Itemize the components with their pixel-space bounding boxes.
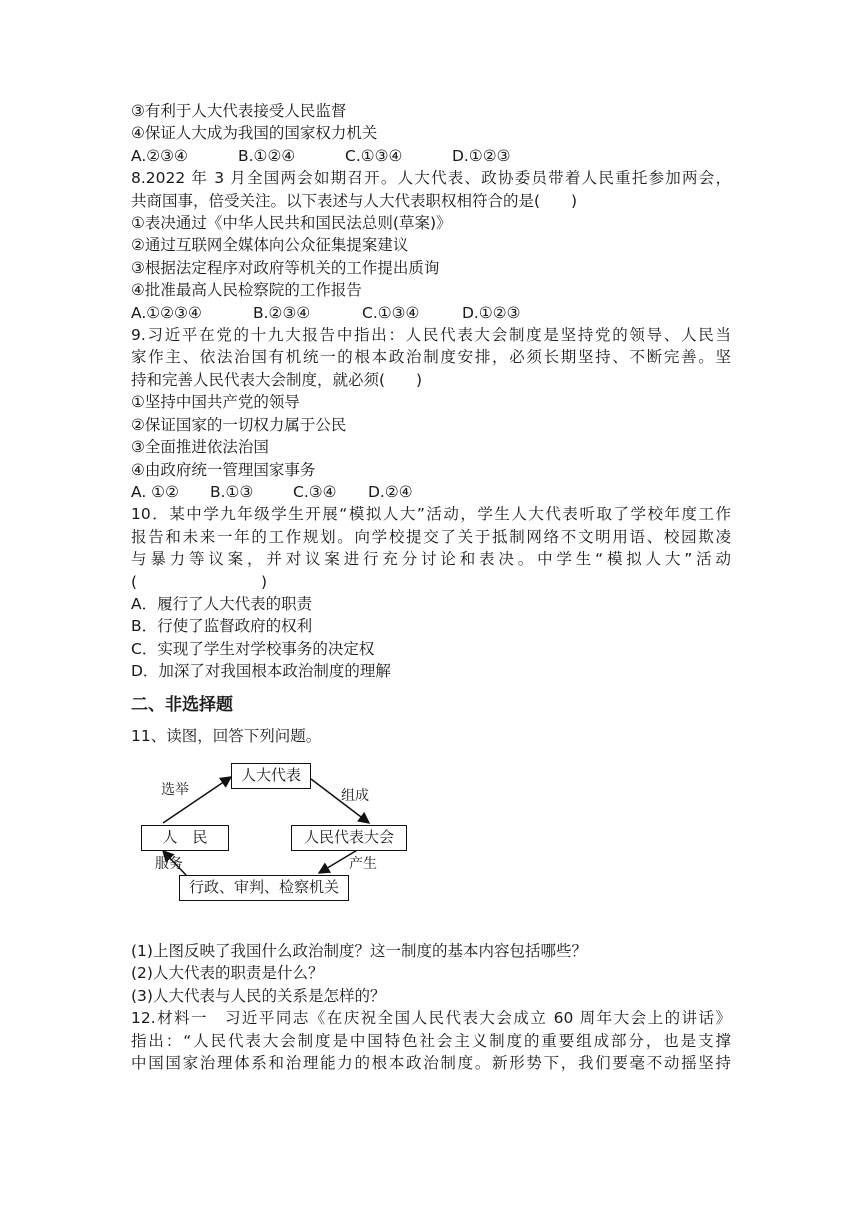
q9-item-1: ①坚持中国共产党的领导: [131, 393, 300, 412]
q7-item-3: ③有利于人大代表接受人民监督: [131, 102, 347, 120]
q11-stem: 11、读图，回答下列问题。: [131, 726, 322, 745]
q9-item-3: ③全面推进依法治国: [131, 438, 269, 457]
q11-sub-1: (1)上图反映了我国什么政治制度？这一制度的基本内容包括哪些？: [131, 941, 587, 960]
q11-sub-3: (3)人大代表与人民的关系是怎样的？: [131, 986, 386, 1005]
q10-option-a[interactable]: A．履行了人大代表的职责: [131, 594, 313, 613]
q9-option-d[interactable]: D.②④: [368, 482, 413, 501]
q7-option-d[interactable]: D.①②③: [452, 146, 511, 165]
q7-option-b[interactable]: B.①②④: [238, 146, 296, 165]
q7-option-c[interactable]: C.①③④: [345, 146, 403, 165]
q10-option-b[interactable]: B．行使了监督政府的权利: [131, 617, 313, 636]
q10-stem-line-3: 与暴力等议案，并对议案进行充分讨论和表决。中学生“模拟人大”活动: [131, 550, 731, 569]
q9-stem-line-3: 持和完善人民代表大会制度，就必须( ): [131, 370, 423, 389]
q9-item-2: ②保证国家的一切权力属于公民: [131, 415, 347, 434]
q8-item-3: ③根据法定程序对政府等机关的工作提出质询: [131, 258, 440, 277]
q10-stem-line-2: 报告和未来一年的工作规划。向学校提交了关于抵制网络不文明用语、校园欺凌: [131, 527, 731, 546]
q9-stem-line-2: 家作主、依法治国有机统一的根本政治制度安排，必须长期坚持、不断完善。坚: [131, 348, 731, 367]
q10-stem-line-1: 10．某中学九年级学生开展“模拟人大”活动，学生人大代表听取了学校年度工作: [131, 505, 731, 524]
q12-line-1: 12.材料一 习近平同志《在庆祝全国人民代表大会成立 60 周年大会上的讲话》: [131, 1009, 731, 1028]
document-page: [131, 100, 731, 1074]
q10-option-d[interactable]: D．加深了对我国根本政治制度的理解: [131, 662, 391, 681]
q8-option-d[interactable]: D.①②③: [462, 303, 521, 322]
box-deputies: 人大代表: [231, 763, 311, 789]
q8-item-2: ②通过互联网全媒体向公众征集提案建议: [131, 236, 409, 255]
q9-option-a[interactable]: A. ①②: [131, 482, 179, 501]
q7-option-a[interactable]: A.②③④: [131, 146, 188, 165]
q9-option-b[interactable]: B.①③: [210, 482, 254, 501]
box-organs: 行政、审判、检察机关: [179, 875, 349, 901]
q9-item-4: ④由政府统一管理国家事务: [131, 460, 316, 479]
box-people: 人 民: [141, 825, 229, 851]
q8-option-c[interactable]: C.①③④: [362, 303, 420, 322]
label-serve: 服务: [155, 855, 183, 872]
label-produce: 产生: [349, 855, 377, 872]
political-system-diagram: [141, 763, 421, 908]
q7-item-4: ④保证人大成为我国的国家权力机关: [131, 124, 378, 143]
section-heading: 二、非选择题: [131, 694, 233, 715]
q10-option-c[interactable]: C．实现了学生对学校事务的决定权: [131, 639, 375, 658]
q8-item-4: ④批准最高人民检察院的工作报告: [131, 281, 362, 300]
q8-options: [131, 302, 731, 324]
q7-options: [131, 145, 731, 167]
label-elect: 选举: [161, 781, 189, 798]
q8-stem-line-2: 共商国事，倍受关注。以下表述与人大代表职权相符合的是( ): [131, 191, 578, 210]
q12-line-2: 指出：“人民代表大会制度是中国特色社会主义制度的重要组成部分，也是支撑: [131, 1031, 731, 1050]
q10-stem-line-4: ( ): [131, 572, 268, 591]
q12-line-3: 中国国家治理体系和治理能力的根本政治制度。新形势下，我们要毫不动摇坚持: [131, 1054, 731, 1072]
q8-option-b[interactable]: B.②③④: [253, 303, 311, 322]
box-congress: 人民代表大会: [291, 825, 407, 851]
q8-option-a[interactable]: A.①②③④: [131, 303, 202, 322]
q9-option-c[interactable]: C.③④: [293, 482, 337, 501]
q8-item-1: ①表决通过《中华人民共和国民法总则(草案)》: [131, 214, 452, 233]
q9-stem-line-1: 9.习近平在党的十九大报告中指出：人民代表大会制度是坚持党的领导、人民当: [131, 326, 731, 345]
q8-stem-line-1: 8.2022 年 3 月全国两会如期召开。人大代表、政协委员带着人民重托参加两会，: [131, 169, 731, 188]
q9-options: [131, 481, 731, 503]
q11-sub-2: (2)人大代表的职责是什么？: [131, 964, 324, 983]
label-form: 组成: [341, 787, 369, 804]
